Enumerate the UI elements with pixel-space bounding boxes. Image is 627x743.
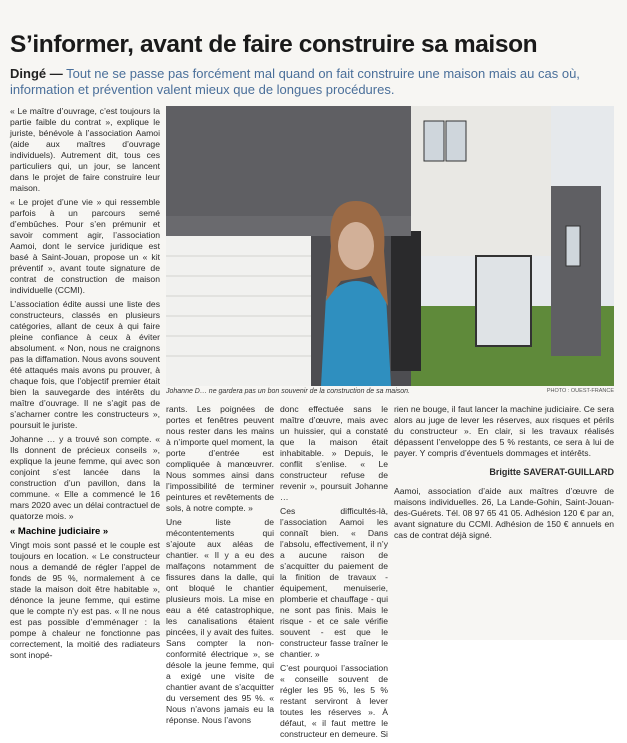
col2-paragraph-1: rants. Les poignées de portes et fenêtres peuvent nous rester dans les mains à n’importe quel moment, la porte d’entrée est compliquée à manœuvrer. Nous sommes ainsi dans l’impossibilité de terminer peintures et revêtements de sols, à notre compte. » [166,404,274,513]
photo-credit: PHOTO : OUEST-FRANCE [546,388,614,394]
col1-paragraph-2: « Le projet d’une vie » qui ressemble parfois à un parcours semé d’embûches. Pour s’en prémunir et savoir comment agir, l’association Aamoi, dont le service juridique est basé à Saint-Jouan, propose un « kit préventif », avant toute signature de contrat de construction de maison individuelle (CCMI). [10,197,160,295]
col1-paragraph-4: Johanne … y a trouvé son compte. « Ils donnent de précieux conseils », explique la jeune femme, qui avec son conjoint s’est lancée dans la construction d’un pavillon, dans la commune. « Elle a commencé le 16 mars 2020 avec un délai contractuel de quatorze mois. » [10,434,161,521]
association-info: Aamoi, association d’aide aux maîtres d’œuvre de maisons individuelles. 26, La Lande-Gohin, Saint-Jouan-des-Guérets. Tél. 08 97 65 41 05. Adhésion 120 € par an, avant signature du CCMI. Adhésion de 150 € annuels en cas de contrat déjà signé. [394,486,614,540]
col3-paragraph-2: Ces difficultés-là, l’association Aamoi les connaît bien. « Dans l’absolu, effectivement, il n’y a aucune raison de s’acquitter du paiement de la finition de travaux - équipement, menuiserie, plomberie et chauffage - qui ne sont pas finis. Mais le risque - et ce sale vérifie souvent - est que le constructeur fasse traîner le chantier. » [280,506,388,659]
col4-paragraph-1: rien ne bouge, il faut lancer la machine judiciaire. Ce sera alors au juge de lever les réserves, aux risques et périls du constructeur ». En clair, si les travaux réalisés dépassent l’enveloppe des 5 % restants, ce sera à lui de payer. Y compris d’éventuels dommages et intérêts. [394,404,614,458]
column-1 [10,106,160,664]
author-signature: Brigitte SAVERAT-GUILLARD [489,467,614,477]
col1-paragraph-5: Vingt mois sont passé et le couple est toujours en location. « Le constructeur nous a demandé de régler l’appel de fonds de 95 %, normalement à ce stade la maison doit être habitable », dénonce la jeune femme, qui estime que le compte n’y est pas. « Il ne nous est pas possible d’emménager : la pompe à chaleur ne fonctionne pas correctement, la moitié des radiateurs sont inopé- [10,540,160,660]
col1-subheading: « Machine judiciaire » [10,526,109,537]
col1-paragraph-1: « Le maître d’ouvrage, c’est toujours la partie faible du contrat », explique le juriste, bénévole à l’association Aamoi (aide aux maîtres d’ouvrage individuels). Autrement dit, tous ces particuliers qui, un jour, se lancent dans le projet de faire construire leur maison. [10,106,160,193]
house-photo-illustration [166,106,614,386]
house-photo [166,106,614,386]
photo-caption [166,388,614,398]
photo-caption-text: Johanne D… ne gardera pas un bon souvenir de la construction de sa maison. [166,388,410,395]
col3-paragraph-1: donc effectuée sans le maître d’œuvre, mais avec un huissier, qui a constaté que la maison était inhabitable. » Depuis, le conflit s’enlise. « Le constructeur refuse de revenir », poursuit Johanne … [280,404,388,502]
lede-place: Dingé — [10,66,63,81]
article-headline: S’informer, avant de faire construire sa maison [10,31,538,58]
col1-paragraph-3: L’association édite aussi une liste des constructeurs, classés en plusieurs catégories, allant de ceux à qui faire pleine confiance à ceux à éviter absolument. « Non, nous ne craignons pas la diffamation. Nous avons souvent été attaqués mais avons pu prouver, à chaque fois, que l’objectif premier était bien la sauvegarde des intérêts du maître d’ouvrage. Il ne s’agit pas de s’acharner contre les constructeurs », poursuit le juriste. [10,299,160,430]
col3-paragraph-3: C’est pourquoi l’association « conseille souvent de régler les 95 %, les 5 % restant serviront à lever toutes les réserves ». À défaut, « il faut mettre le constructeur en demeure. Si [280,663,388,739]
column-2 [166,404,274,729]
lede-text: Tout ne se passe pas forcément mal quand on fait construire une maison mais au cas où, information et prévention valent mieux que de longues procédures. [10,66,580,97]
article-lede [10,66,620,98]
column-3 [280,404,388,743]
col2-paragraph-2: Une liste de mécontentements qui s’ajoute aux aléas de chantier. « Il y a eu des malfaçons notamment de fissures dans la dalle, qui ont bloqué le chantier plusieurs mois. La mise en eau a été catastrophique, les canalisations étaient pincées, il y avait des fuites. Sans compter la non-conformité électrique », se désole la jeune femme, qui a exigé une visite de chantier avant de s’acquitter du versement des 95 %. « Nous n’avons jamais eu la réponse. Nous l’avons [166,517,274,725]
column-4 [394,404,614,544]
